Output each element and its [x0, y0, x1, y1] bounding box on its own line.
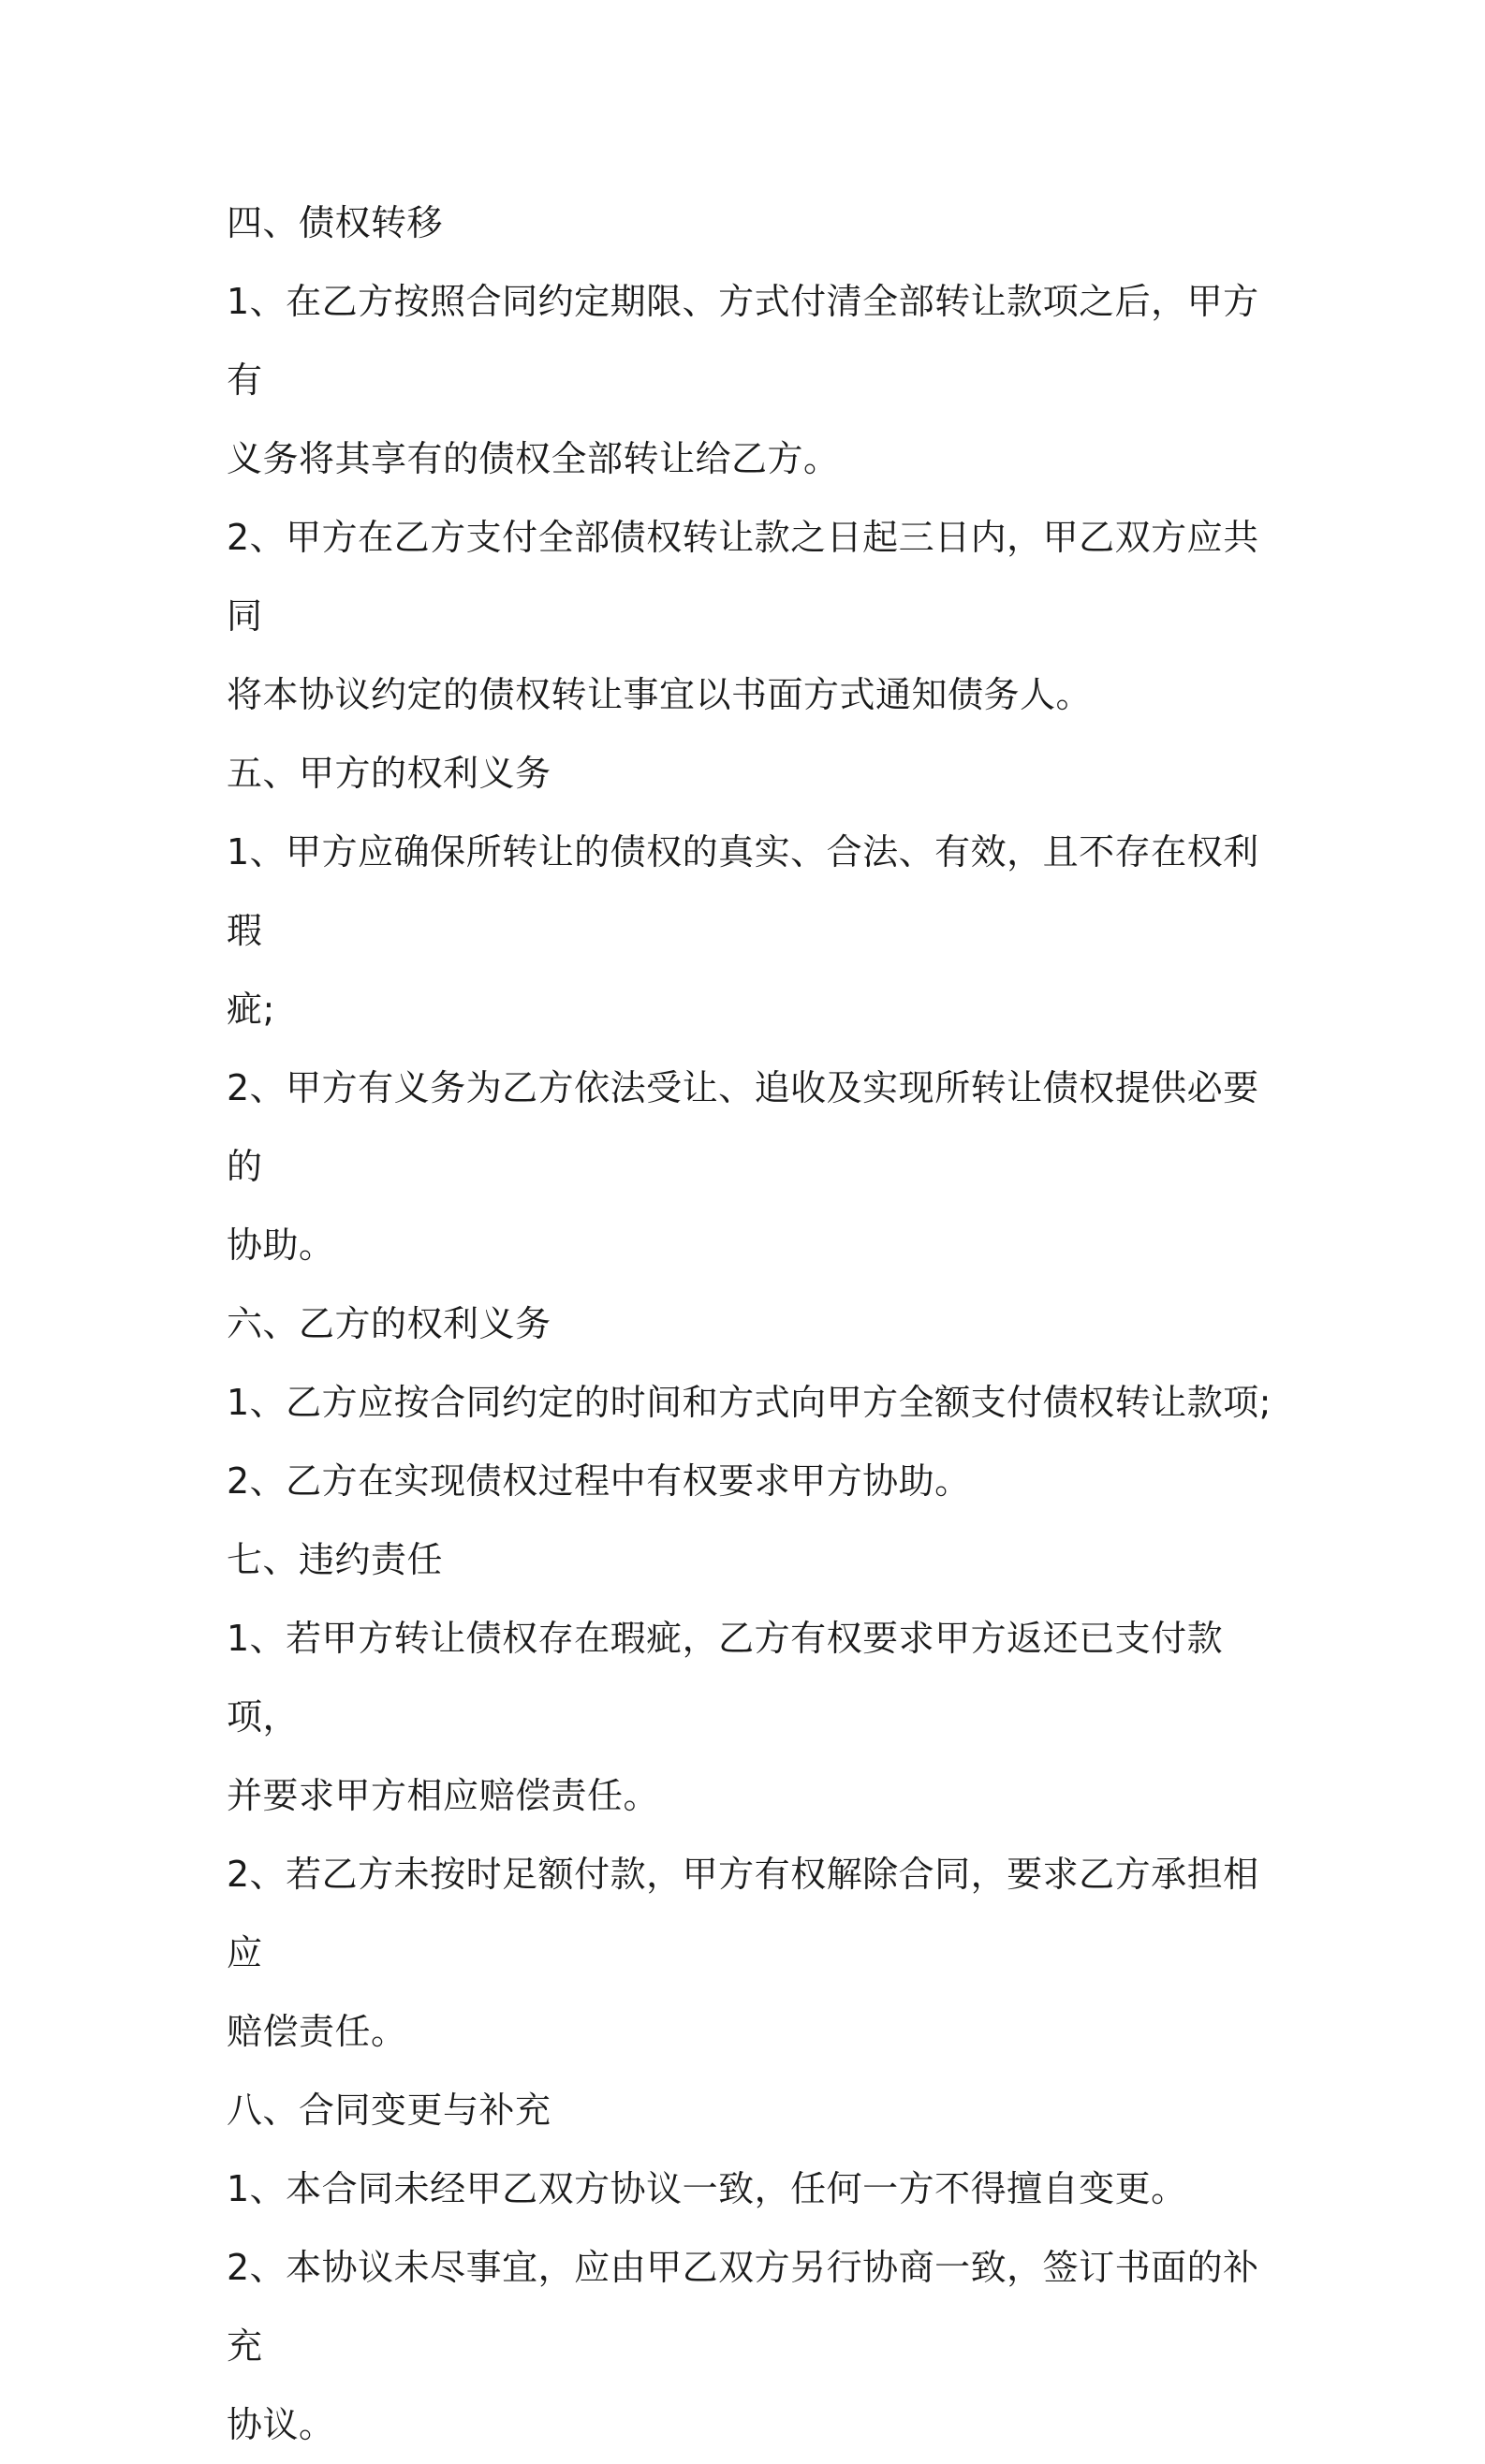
paragraph-line: 1、甲方应确保所转让的债权的真实、合法、有效，且不存在权利瑕 [227, 831, 1259, 951]
paragraph-line: 疵; [227, 989, 275, 1030]
paragraph-line: 2、甲方在乙方支付全部债权转让款之日起三日内，甲乙双方应共同 [227, 517, 1259, 637]
section-heading-7: 七、违约责任 [227, 1539, 444, 1580]
document-body [227, 183, 1275, 2464]
paragraph-line: 赔偿责任。 [227, 2011, 407, 2052]
paragraph-line: 1、在乙方按照合同约定期限、方式付清全部转让款项之后，甲方有 [227, 281, 1259, 401]
paragraph-line: 1、若甲方转让债权存在瑕疵，乙方有权要求甲方返还已支付款项， [227, 1618, 1224, 1738]
section-heading-4: 四、债权转移 [227, 202, 444, 243]
paragraph-line: 1、本合同未经甲乙双方协议一致，任何一方不得擅自变更。 [227, 2168, 1187, 2209]
section-heading-5: 五、甲方的权利义务 [227, 753, 551, 794]
section-heading-8: 八、合同变更与补充 [227, 2090, 551, 2131]
paragraph-line: 将本协议约定的债权转让事宜以书面方式通知债务人。 [227, 674, 1093, 715]
paragraph-line: 义务将其享有的债权全部转让给乙方。 [227, 438, 840, 479]
paragraph-line: 2、本协议未尽事宜，应由甲乙双方另行协商一致，签订书面的补充 [227, 2247, 1259, 2367]
section-heading-6: 六、乙方的权利义务 [227, 1303, 551, 1344]
paragraph-line: 1、乙方应按合同约定的时间和方式向甲方全额支付债权转让款项; [227, 1382, 1272, 1423]
paragraph-line: 协议。 [227, 2404, 335, 2445]
paragraph-line: 2、若乙方未按时足额付款，甲方有权解除合同，要求乙方承担相应 [227, 1854, 1259, 1973]
paragraph-line: 协助。 [227, 1225, 335, 1266]
paragraph-line: 并要求甲方相应赔偿责任。 [227, 1775, 660, 1816]
paragraph-line: 2、甲方有义务为乙方依法受让、追收及实现所转让债权提供必要的 [227, 1067, 1259, 1187]
paragraph-line: 2、乙方在实现债权过程中有权要求甲方协助。 [227, 1460, 971, 1502]
